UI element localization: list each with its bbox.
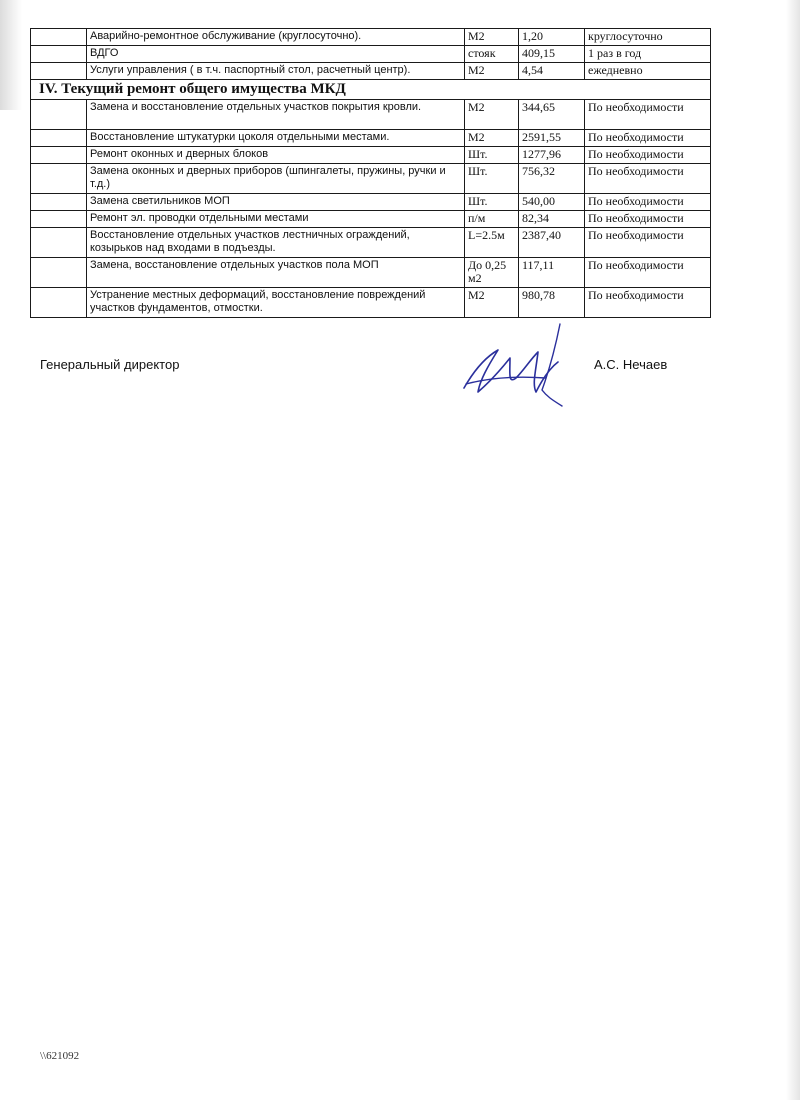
service-name: Замена и восстановление отдельных участков покрытия кровли. [87,100,465,130]
rate-cell: 82,34 [519,211,585,228]
row-number-cell [31,100,87,130]
rate-cell: 1277,96 [519,147,585,164]
row-number-cell [31,46,87,63]
frequency-cell: ежедневно [585,63,711,80]
service-name: Замена светильников МОП [87,194,465,211]
service-name: Ремонт эл. проводки отдельными местами [87,211,465,228]
row-number-cell [31,130,87,147]
table-row [31,29,711,46]
rate-cell: 980,78 [519,288,585,318]
unit-cell: М2 [465,29,519,46]
frequency-cell: По необходимости [585,194,711,211]
service-name: ВДГО [87,46,465,63]
unit-cell: М2 [465,100,519,130]
unit-cell: Шт. [465,147,519,164]
handwritten-signature [458,318,578,410]
frequency-cell: По необходимости [585,147,711,164]
frequency-cell: По необходимости [585,130,711,147]
row-number-cell [31,164,87,194]
unit-cell: Шт. [465,164,519,194]
unit-cell: L=2.5м [465,228,519,258]
rate-cell: 1,20 [519,29,585,46]
frequency-cell: По необходимости [585,211,711,228]
rate-cell: 409,15 [519,46,585,63]
service-name: Услуги управления ( в т.ч. паспортный стол, расчетный центр). [87,63,465,80]
service-name: Устранение местных деформаций, восстановление повреждений участков фундаментов, отмостки. [87,288,465,318]
table-row [31,46,711,63]
service-name: Аварийно-ремонтное обслуживание (круглосуточно). [87,29,465,46]
frequency-cell: 1 раз в год [585,46,711,63]
row-number-cell [31,258,87,288]
table-row [31,258,711,288]
table-row [31,211,711,228]
row-number-cell [31,228,87,258]
service-name: Ремонт оконных и дверных блоков [87,147,465,164]
unit-cell: п/м [465,211,519,228]
row-number-cell [31,147,87,164]
service-name: Восстановление отдельных участков лестничных ограждений, козырьков над входами в подъезды. [87,228,465,258]
rate-cell: 344,65 [519,100,585,130]
section-heading-row [31,80,711,100]
document-code: \\621092 [40,1050,80,1062]
scan-shadow-right [786,0,800,1100]
table-row [31,228,711,258]
row-number-cell [31,211,87,228]
section-title: IV. Текущий ремонт общего имущества МКД [31,80,711,100]
rate-cell: 2591,55 [519,130,585,147]
table-row [31,194,711,211]
service-name: Восстановление штукатурки цоколя отдельными местами. [87,130,465,147]
signature-stroke [542,324,562,406]
rate-cell: 2387,40 [519,228,585,258]
scan-shadow-left [0,0,22,110]
rate-cell: 4,54 [519,63,585,80]
frequency-cell: По необходимости [585,288,711,318]
row-number-cell [31,63,87,80]
director-name: А.С. Нечаев [594,357,668,372]
frequency-cell: По необходимости [585,258,711,288]
table-row [31,100,711,130]
row-number-cell [31,29,87,46]
unit-cell: М2 [465,288,519,318]
director-title: Генеральный директор [40,357,180,372]
service-name: Замена, восстановление отдельных участков пола МОП [87,258,465,288]
frequency-cell: По необходимости [585,100,711,130]
unit-cell: М2 [465,63,519,80]
table-row [31,63,711,80]
rate-cell: 117,11 [519,258,585,288]
unit-cell: стояк [465,46,519,63]
table-row [31,288,711,318]
row-number-cell [31,194,87,211]
row-number-cell [31,288,87,318]
rate-cell: 756,32 [519,164,585,194]
table-row [31,164,711,194]
unit-cell: Шт. [465,194,519,211]
frequency-cell: круглосуточно [585,29,711,46]
services-table [30,28,711,318]
unit-cell: До 0,25 м2 [465,258,519,288]
table-row [31,147,711,164]
unit-cell: М2 [465,130,519,147]
rate-cell: 540,00 [519,194,585,211]
table-row [31,130,711,147]
frequency-cell: По необходимости [585,164,711,194]
service-name: Замена оконных и дверных приборов (шпингалеты, пружины, ручки и т.д.) [87,164,465,194]
frequency-cell: По необходимости [585,228,711,258]
